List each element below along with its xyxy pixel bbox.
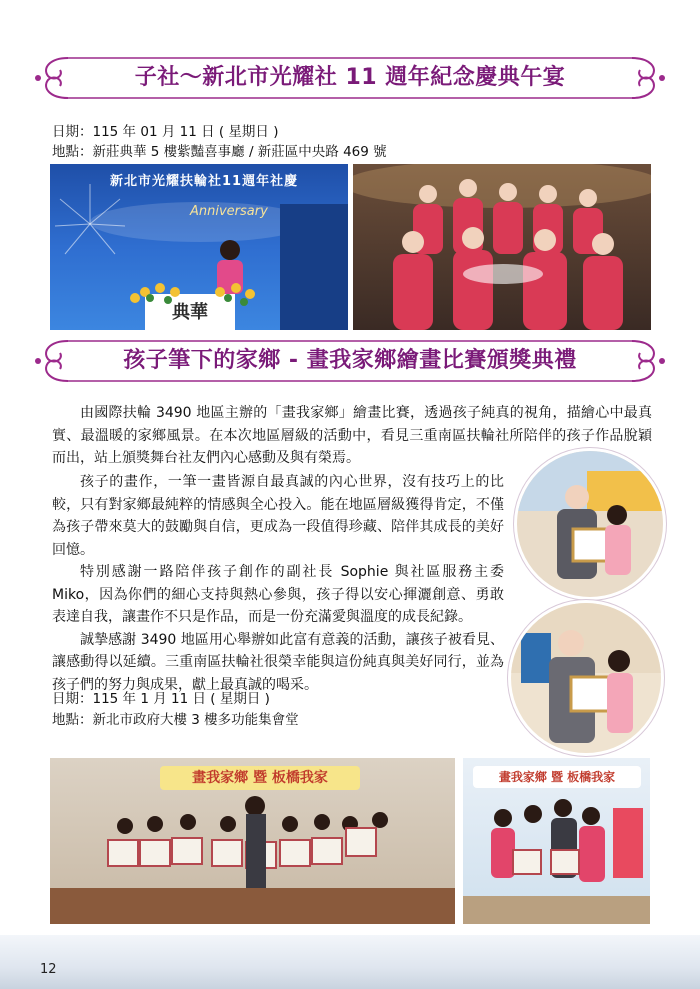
banner-text: 新北市光耀扶輪社11週年社慶: [110, 174, 299, 189]
award-photo-circle-2: [508, 600, 664, 756]
photo-illustration: [353, 164, 651, 330]
paragraph-4: 誠摯感謝 3490 地區用心舉辦如此富有意義的活動，讓孩子被看見、讓感動得以延續。三重南區扶輪社很榮幸能與這份純真與美好同行，並為孩子們的努力與成果，獻上最真誠的喝采。: [52, 631, 504, 693]
event-location: 地點：新莊典華 5 樓紫豔喜事廳 / 新莊區中央路 469 號: [52, 144, 387, 160]
page-footer: [0, 935, 700, 989]
group-photo-members: [353, 164, 651, 330]
event-location: 地點：新北市政府大樓 3 樓多功能集會堂: [52, 712, 299, 728]
event-date: 日期：115 年 1 月 11 日 ( 星期日 ): [52, 691, 270, 707]
award-group-photo: [50, 758, 455, 924]
photo-illustration: [517, 451, 663, 597]
page-number: 12: [40, 962, 57, 977]
event-sign: 畫我家鄉 暨 板橋我家: [160, 766, 360, 790]
section-title: 子社～新北市光耀社 11 週年紀念慶典午宴: [134, 65, 566, 90]
photo-illustration: [511, 603, 661, 753]
paragraph-2: 孩子的畫作，一筆一畫皆源自最真誠的內心世界，沒有技巧上的比較，只有對家鄉最純粹的情感與全心投入。能在地區層級獲得肯定，不僅為孩子帶來莫大的鼓勵與自信，更成為一段值得珍藏、陪伴其成長的美好回憶。: [52, 474, 504, 558]
section-banner-2: [30, 335, 670, 387]
event-sign: 畫我家鄉 暨 板橋我家: [473, 766, 641, 788]
anniversary-text: Anniversary: [190, 204, 268, 219]
paragraph-1: 由國際扶輪 3490 地區主辦的「畫我家鄉」繪畫比賽，透過孩子純真的視角，描繪心中最真實、最溫暖的家鄉風景。在本次地區層級的活動中，看見三重南區扶輪社所陪伴的孩子作品脫穎而出，站上頒獎舞台社友們內心感動及與有榮焉。: [52, 405, 652, 466]
podium-text: 典華: [172, 302, 208, 323]
section-title: 孩子筆下的家鄉 - 畫我家鄉繪畫比賽頒獎典禮: [123, 348, 577, 373]
family-award-photo: [463, 758, 650, 924]
paragraph-3: 特別感謝一路陪伴孩子創作的副社長 Sophie 與社區服務主委 Miko，因為你們的細心支持與熱心參與，孩子得以安心揮灑創意、勇敢表達自我，讓畫作不只是作品，而是一份充滿愛與溫度的成長紀錄。: [52, 564, 504, 625]
award-photo-circle-1: [514, 448, 666, 600]
article-body: [52, 471, 504, 696]
section-banner-1: [30, 52, 670, 104]
anniversary-speech-photo: [50, 164, 348, 330]
event-date: 日期：115 年 01 月 11 日 ( 星期日 ): [52, 124, 279, 140]
